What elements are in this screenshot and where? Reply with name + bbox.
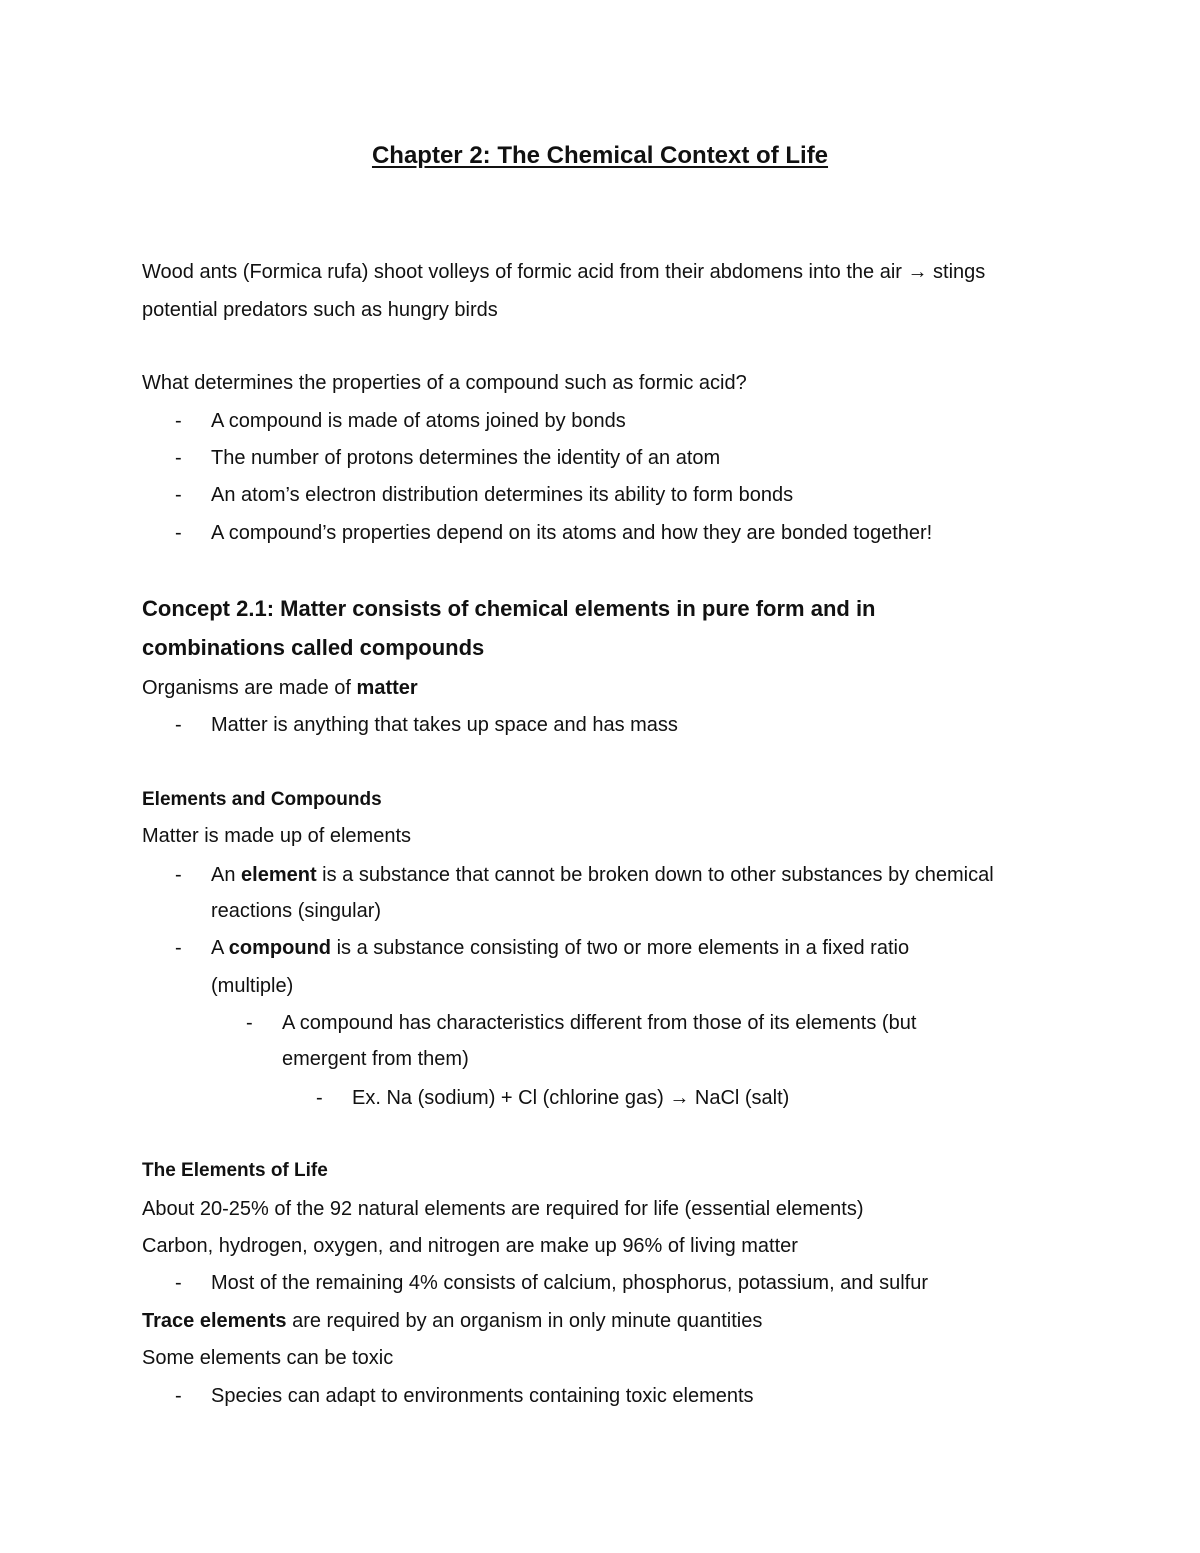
element-definition xyxy=(211,862,994,888)
bullet-dash: - xyxy=(175,937,182,959)
bullet-dash: - xyxy=(175,410,182,432)
bullet-dash: - xyxy=(175,714,182,736)
compound-definition xyxy=(211,935,909,961)
trace-elements-rest: are required by an organism in only minute quantities xyxy=(286,1310,763,1332)
toxic-line: Some elements can be toxic xyxy=(142,1347,394,1369)
matter-term: matter xyxy=(356,677,418,699)
compound-example: Ex. Na (sodium) + Cl (chlorine gas) → NaCl (salt) xyxy=(352,1087,790,1109)
elements-of-life-heading: The Elements of Life xyxy=(142,1160,328,1181)
question-bullet-2: The number of protons determines the identity of an atom xyxy=(211,447,721,469)
trace-elements-line xyxy=(142,1308,762,1334)
compound-term: compound xyxy=(228,937,332,959)
question-bullet-4: A compound’s properties depend on its atoms and how they are bonded together! xyxy=(211,522,933,544)
matter-bullet: Matter is anything that takes up space and has mass xyxy=(211,714,678,736)
bullet-dash: - xyxy=(175,1385,182,1407)
trace-elements-term: Trace elements xyxy=(142,1310,287,1332)
intro-line-1: Wood ants (Formica rufa) shoot volleys of formic acid from their abdomens into the air → stings xyxy=(142,261,986,283)
life-line-2: Carbon, hydrogen, oxygen, and nitrogen are make up 96% of living matter xyxy=(142,1235,798,1257)
life-bullet-2: Species can adapt to environments containing toxic elements xyxy=(211,1385,754,1407)
compound-prefix: A xyxy=(211,937,229,959)
intro-line-2: potential predators such as hungry birds xyxy=(142,299,498,321)
page-title: Chapter 2: The Chemical Context of Life xyxy=(371,142,829,169)
question-bullet-1: A compound is made of atoms joined by bonds xyxy=(211,410,626,432)
compound-sub-line-1: A compound has characteristics different from those of its elements (but xyxy=(282,1012,917,1034)
bullet-dash: - xyxy=(316,1087,323,1109)
concept-heading-line-1: Concept 2.1: Matter consists of chemical elements in pure form and in xyxy=(142,596,876,621)
elements-intro: Matter is made up of elements xyxy=(142,825,412,847)
compound-rest: is a substance consisting of two or more elements in a fixed ratio xyxy=(331,937,910,959)
life-bullet-1: Most of the remaining 4% consists of calcium, phosphorus, potassium, and sulfur xyxy=(211,1272,929,1294)
element-definition-cont: reactions (singular) xyxy=(211,900,382,922)
compound-sub-line-2: emergent from them) xyxy=(282,1048,469,1070)
organisms-line xyxy=(142,675,418,701)
bullet-dash: - xyxy=(175,522,182,544)
bullet-dash: - xyxy=(175,1272,182,1294)
bullet-dash: - xyxy=(175,864,182,886)
question-bullet-3: An atom’s electron distribution determines its ability to form bonds xyxy=(211,484,794,506)
element-term: element xyxy=(241,864,317,886)
element-rest: is a substance that cannot be broken down to other substances by chemical xyxy=(316,864,994,886)
compound-definition-cont: (multiple) xyxy=(211,975,294,997)
concept-heading-line-2: combinations called compounds xyxy=(142,635,485,660)
bullet-dash: - xyxy=(175,447,182,469)
question-text: What determines the properties of a compound such as formic acid? xyxy=(142,372,747,394)
elements-compounds-heading: Elements and Compounds xyxy=(142,789,382,810)
bullet-dash: - xyxy=(246,1012,253,1034)
organisms-prefix: Organisms are made of xyxy=(142,677,357,699)
bullet-dash: - xyxy=(175,484,182,506)
life-line-1: About 20-25% of the 92 natural elements are required for life (essential elements) xyxy=(142,1198,864,1220)
element-prefix: An xyxy=(211,864,242,886)
